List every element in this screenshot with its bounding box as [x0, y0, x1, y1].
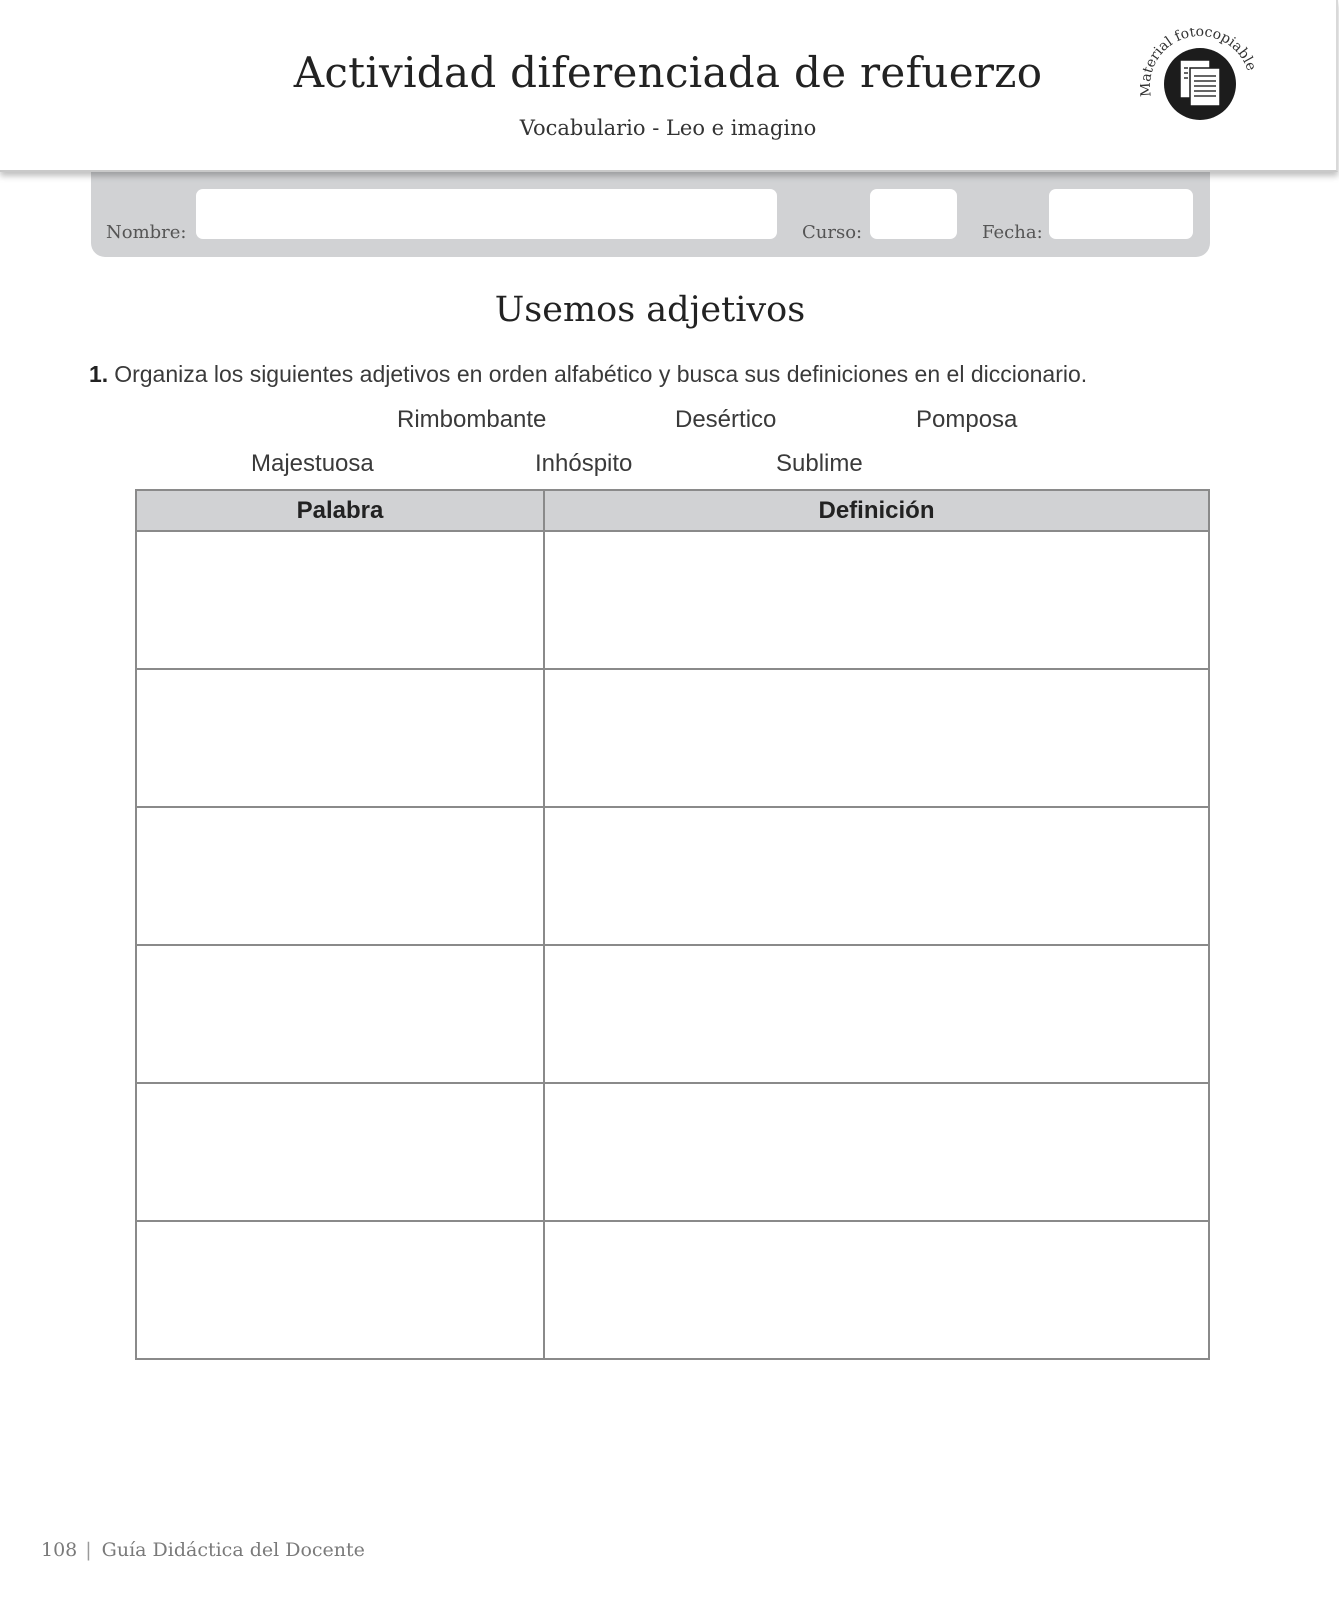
table-row: [136, 1221, 1209, 1359]
definition-cell[interactable]: [544, 1221, 1209, 1359]
table-row: [136, 1083, 1209, 1221]
word-cell[interactable]: [136, 669, 544, 807]
word-cell[interactable]: [136, 807, 544, 945]
activity-number: 1.: [89, 361, 109, 387]
word-sublime: Sublime: [776, 450, 863, 477]
photocopy-document-icon: [1140, 28, 1260, 128]
date-field[interactable]: [1049, 189, 1193, 239]
course-field[interactable]: [870, 189, 957, 239]
column-header-definition: Definición: [544, 490, 1209, 531]
footer-separator: |: [85, 1539, 92, 1561]
word-rimbombante: Rimbombante: [397, 406, 547, 433]
table-row: [136, 531, 1209, 669]
vocabulary-table: [135, 489, 1210, 1360]
word-inhospito: Inhóspito: [535, 450, 633, 477]
word-cell[interactable]: [136, 945, 544, 1083]
page-title: Actividad diferenciada de refuerzo: [293, 48, 1043, 97]
page-footer: [41, 1539, 365, 1561]
word-cell[interactable]: [136, 1221, 544, 1359]
table-row: [136, 945, 1209, 1083]
word-cell[interactable]: [136, 531, 544, 669]
section-title: Usemos adjetivos: [494, 290, 806, 330]
table-row: [136, 807, 1209, 945]
word-majestuosa: Majestuosa: [251, 450, 374, 477]
definition-cell[interactable]: [544, 807, 1209, 945]
page-header: [0, 0, 1338, 172]
word-pomposa: Pomposa: [916, 406, 1018, 433]
table-header-row: [136, 490, 1209, 531]
table-row: [136, 669, 1209, 807]
definition-cell[interactable]: [544, 1083, 1209, 1221]
definition-cell[interactable]: [544, 531, 1209, 669]
name-label: Nombre:: [106, 222, 187, 243]
definition-cell[interactable]: [544, 669, 1209, 807]
badge-text: terial fotocopiable: [1140, 28, 1260, 76]
instruction-text: Organiza los siguientes adjetivos en orden alfabético y busca sus definiciones en el diccionario.: [114, 361, 1088, 387]
date-label: Fecha:: [982, 222, 1043, 243]
activity-instruction: [89, 361, 1087, 388]
page-subtitle: Vocabulario - Leo e imagino: [519, 116, 817, 140]
book-title: Guía Didáctica del Docente: [101, 1539, 365, 1561]
photocopy-badge: [1140, 28, 1260, 128]
name-field[interactable]: [196, 189, 777, 239]
column-header-word: Palabra: [136, 490, 544, 531]
course-label: Curso:: [802, 222, 863, 243]
word-cell[interactable]: [136, 1083, 544, 1221]
word-desertico: Desértico: [675, 406, 777, 433]
definition-cell[interactable]: [544, 945, 1209, 1083]
page-number: 108: [41, 1539, 78, 1561]
